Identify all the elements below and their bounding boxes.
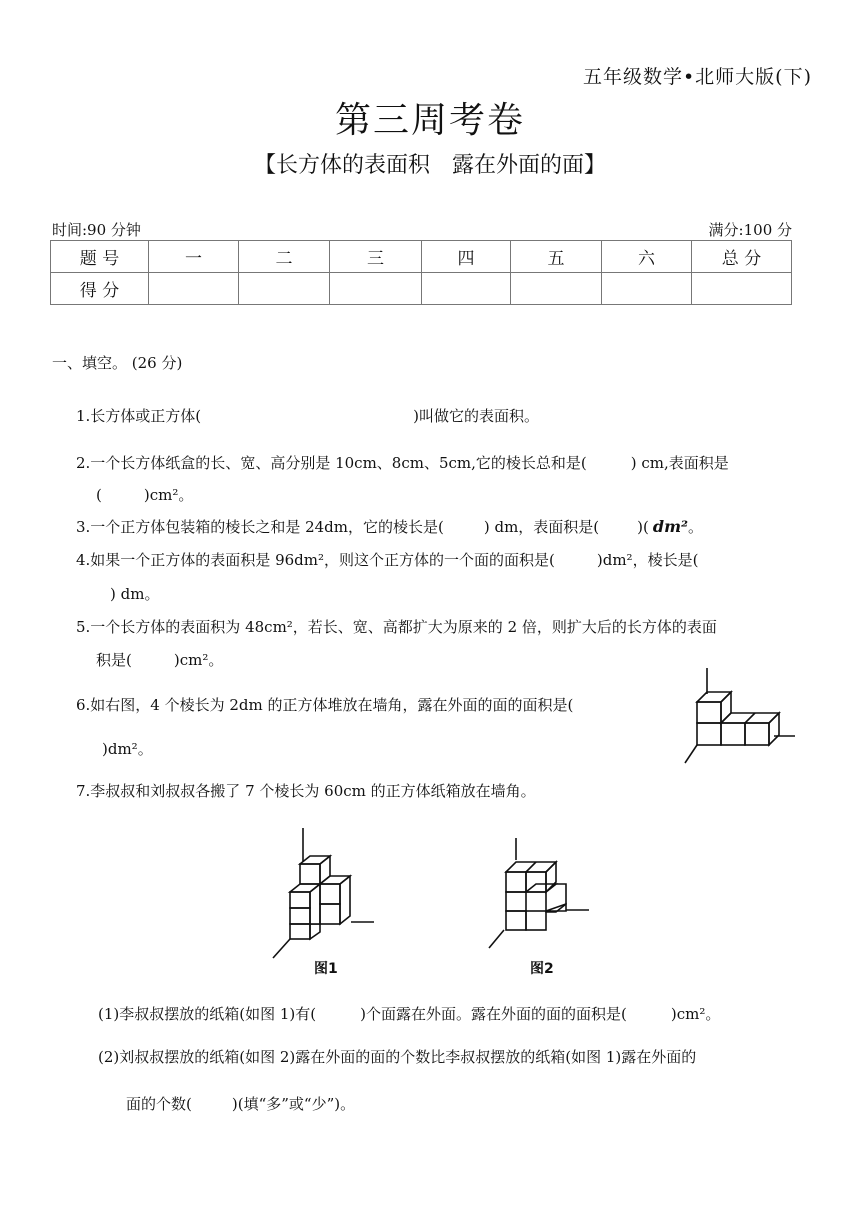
question-text: )个面露在外面。露在外面的面的面积是( bbox=[360, 1005, 627, 1023]
score-cell-header: 四 bbox=[422, 241, 511, 273]
question-4-line-2 bbox=[96, 584, 159, 604]
q7-figure-1 bbox=[266, 822, 381, 962]
score-cell-header: 六 bbox=[602, 241, 692, 273]
cube-edge bbox=[526, 862, 536, 872]
cube-face bbox=[721, 723, 745, 745]
cube-face bbox=[300, 864, 320, 884]
q7-figure-2 bbox=[484, 834, 599, 964]
score-cell-input[interactable] bbox=[422, 273, 511, 305]
question-text: 。 bbox=[688, 518, 704, 536]
cube-face bbox=[506, 872, 526, 892]
question-text: 面的个数( bbox=[126, 1095, 192, 1113]
score-cell-header: 题 号 bbox=[51, 241, 149, 273]
question-text: 4.如果一个正方体的表面积是 96dm²，则这个正方体的一个面的面积是( bbox=[76, 551, 555, 569]
cube-face bbox=[320, 884, 340, 904]
question-text: 3.一个正方体包装箱的棱长之和是 24dm，它的棱长是( bbox=[76, 518, 444, 536]
question-text: )(填“多”或“少”)。 bbox=[231, 1095, 356, 1113]
question-text: 7.李叔叔和刘叔叔各搬了 7 个棱长为 60cm 的正方体纸箱放在墙角。 bbox=[76, 782, 536, 800]
question-7-intro bbox=[76, 781, 536, 801]
cube-face bbox=[320, 904, 340, 924]
score-cell-header: 三 bbox=[330, 241, 422, 273]
score-table bbox=[50, 240, 792, 305]
score-cell-input[interactable] bbox=[692, 273, 792, 305]
section-heading: 一、填空。 (26 分) bbox=[52, 354, 183, 372]
question-text: 6.如右图，4 个棱长为 2dm 的正方体堆放在墙角，露在外面的面的面积是( bbox=[76, 696, 574, 714]
question-text: (2)刘叔叔摆放的纸箱(如图 2)露在外面的面的个数比李叔叔摆放的纸箱(如图 1)露在外面的 bbox=[98, 1048, 697, 1066]
cube-face bbox=[697, 723, 721, 745]
question-text: )叫做它的表面积。 bbox=[413, 407, 540, 425]
score-cell-input[interactable] bbox=[511, 273, 602, 305]
question-text: )cm²。 bbox=[670, 1005, 721, 1023]
cube-face bbox=[290, 924, 310, 939]
page-title: 第三周考卷 bbox=[334, 100, 525, 141]
question-text: )( bbox=[637, 518, 649, 536]
question-text: ) cm,表面积是 bbox=[630, 454, 729, 472]
cube-side bbox=[340, 876, 350, 924]
score-cell-header: 二 bbox=[239, 241, 330, 273]
question-7-sub-2-line-1 bbox=[98, 1047, 696, 1067]
cube-face bbox=[745, 723, 769, 745]
question-2-line-2 bbox=[96, 485, 193, 505]
cube-face bbox=[526, 911, 546, 930]
cube-edge bbox=[546, 904, 566, 911]
question-3 bbox=[76, 517, 703, 537]
question-6-line-2 bbox=[102, 739, 153, 759]
q6-cube-figure bbox=[680, 664, 800, 768]
question-text: 2.一个长方体纸盒的长、宽、高分别是 10cm、8cm、5cm,它的棱长总和是( bbox=[76, 454, 587, 472]
question-text: ) dm。 bbox=[110, 585, 160, 603]
page-subtitle: 【长方体的表面积 露在外面的面】 bbox=[253, 153, 606, 178]
cube-side bbox=[769, 713, 779, 745]
question-text: ) dm，表面积是( bbox=[483, 518, 600, 536]
score-row-label: 得 分 bbox=[51, 273, 149, 305]
score-cell-header: 五 bbox=[511, 241, 602, 273]
question-4-line-1 bbox=[76, 550, 698, 570]
question-text: 5.一个长方体的表面积为 48cm²，若长、宽、高都扩大为原来的 2 倍，则扩大后的长方体的表面 bbox=[76, 618, 717, 636]
question-text: 1.长方体或正方体( bbox=[76, 407, 202, 425]
cube-face bbox=[290, 908, 310, 924]
unit-dm2: dm² bbox=[652, 517, 689, 536]
series-label: 五年级数学•北师大版(下) bbox=[582, 66, 812, 88]
wall-edge-diagonal bbox=[489, 930, 504, 948]
exam-time: 时间:90 分钟 bbox=[52, 221, 141, 239]
wall-edge-diagonal bbox=[685, 745, 697, 763]
question-text: )cm²。 bbox=[173, 651, 224, 669]
cube-face bbox=[506, 911, 526, 930]
cube-face bbox=[506, 892, 526, 911]
full-score: 满分:100 分 bbox=[708, 221, 792, 239]
question-text: (1)李叔叔摆放的纸箱(如图 1)有( bbox=[98, 1005, 317, 1023]
question-7-sub-1 bbox=[98, 1004, 720, 1024]
cube-face bbox=[697, 702, 721, 723]
wall-edge-diagonal bbox=[273, 939, 290, 958]
cube-side bbox=[310, 884, 320, 939]
question-text: )dm²，棱长是( bbox=[596, 551, 699, 569]
question-text: ( bbox=[96, 486, 102, 504]
figure-2-label: 图2 bbox=[530, 961, 554, 977]
score-cell-input[interactable] bbox=[239, 273, 330, 305]
question-5-line-2 bbox=[96, 650, 223, 670]
question-1 bbox=[76, 406, 539, 426]
question-text: 积是( bbox=[96, 651, 132, 669]
cube-face bbox=[290, 892, 310, 908]
figure-1-label: 图1 bbox=[314, 961, 338, 977]
question-text: )cm²。 bbox=[143, 486, 194, 504]
score-cell-header: 一 bbox=[149, 241, 239, 273]
cube-edge bbox=[745, 713, 755, 723]
question-2-line-1 bbox=[76, 453, 729, 473]
question-6-line-1 bbox=[76, 695, 573, 715]
score-cell-input[interactable] bbox=[149, 273, 239, 305]
score-cell-input[interactable] bbox=[602, 273, 692, 305]
question-7-sub-2-line-2 bbox=[126, 1094, 355, 1114]
question-text: )dm²。 bbox=[102, 740, 153, 758]
score-cell-header: 总 分 bbox=[692, 241, 792, 273]
score-table-score-row bbox=[51, 273, 792, 305]
question-5-line-1 bbox=[76, 617, 717, 637]
score-cell-input[interactable] bbox=[330, 273, 422, 305]
score-table-header-row bbox=[51, 241, 792, 273]
